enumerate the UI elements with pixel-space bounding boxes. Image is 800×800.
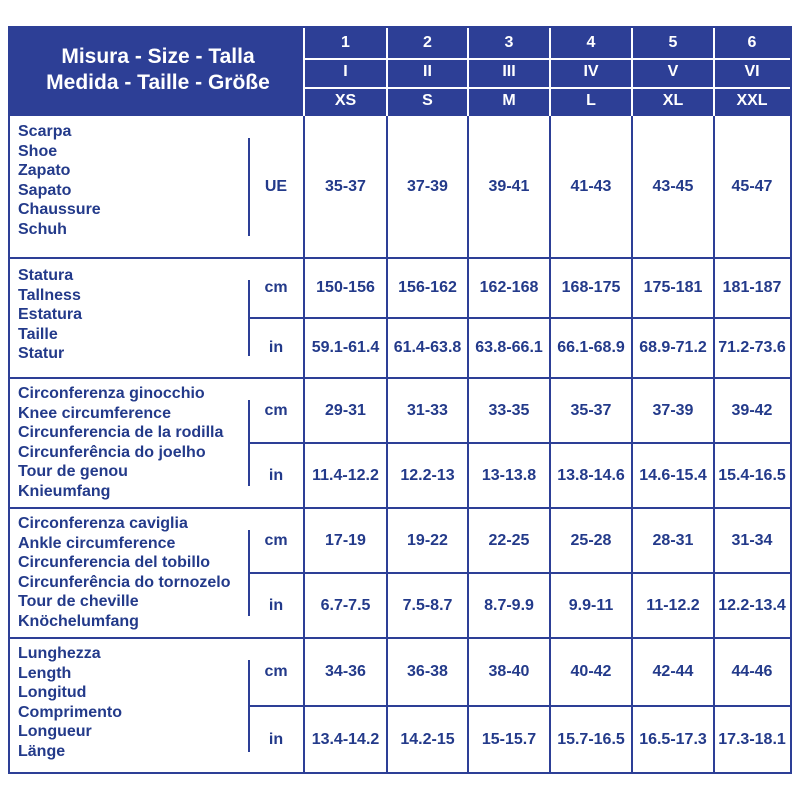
header-column-divider [303, 28, 305, 116]
size-value-cell: 37-39 [407, 178, 448, 195]
header-letters-cell: M [502, 92, 516, 109]
section-label: Circonferenza ginocchio [18, 385, 205, 402]
section-label: Circunferencia del tobillo [18, 554, 211, 571]
section-label: Chaussure [18, 201, 101, 218]
section-label: Sapato [18, 181, 72, 199]
header-numbers-cell: 6 [747, 34, 757, 51]
header-roman-cell: III [502, 63, 516, 80]
section-label: Estatura [18, 306, 83, 323]
header-column-divider [713, 28, 715, 116]
size-value-cell: 25-28 [570, 531, 612, 549]
size-value-cell: 28-31 [652, 531, 694, 549]
section-label: Circunferência do joelho [18, 443, 206, 461]
section-label: Zapato [18, 162, 71, 179]
size-value-cell: 68.9-71.2 [639, 339, 707, 356]
header-numbers-cell: 2 [423, 34, 432, 51]
size-value-cell: 11-12.2 [646, 596, 700, 614]
size-value-cell: 38-40 [488, 663, 530, 680]
size-value-cell: 44-46 [731, 663, 773, 680]
header-roman-cell: V [667, 63, 679, 80]
size-value-cell: 35-37 [325, 178, 366, 195]
size-value-cell: 11.4-12.2 [312, 466, 379, 484]
section-labels [18, 122, 101, 239]
section-label: Circunferencia de la rodilla [18, 424, 224, 441]
size-value-cell: 156-162 [398, 279, 457, 296]
header-numbers-cell: 1 [341, 34, 350, 51]
size-value-cell: 40-42 [570, 663, 612, 680]
size-value-cell: 17.3-18.1 [718, 731, 786, 748]
size-value-cell: 162-168 [479, 279, 539, 296]
section-label: Length [18, 664, 72, 682]
header-column-divider [386, 28, 388, 116]
size-value-cell: 34-36 [325, 663, 366, 680]
section-label: Taille [18, 325, 58, 343]
header-title-line2: Medida - Taille - Größe [46, 71, 270, 94]
section-label: Knee circumference [18, 404, 171, 422]
header-roman-cell: IV [583, 63, 599, 80]
size-value-cell: 43-45 [652, 178, 694, 195]
unit-label: cm [264, 279, 288, 296]
size-value-cell: 15.7-16.5 [557, 731, 625, 748]
size-value-cell: 61.4-63.8 [393, 339, 462, 356]
section-label: Tour de cheville [18, 593, 139, 610]
section-labels [18, 644, 122, 761]
section-label: Länge [18, 742, 66, 760]
header-numbers-cell: 3 [504, 34, 514, 51]
header-column-divider [467, 28, 469, 116]
size-value-cell: 168-175 [561, 279, 621, 296]
header-bar [10, 28, 790, 116]
section-label: Circunferência do tornozelo [18, 573, 231, 591]
size-value-cell: 63.8-66.1 [475, 339, 543, 356]
size-value-cell: 59.1-61.4 [311, 339, 380, 356]
unit-label: cm [264, 663, 288, 680]
header-letters-cell: XL [662, 92, 684, 109]
size-value-cell: 14.6-15.4 [639, 466, 707, 484]
section-label: Comprimento [18, 703, 122, 721]
size-value-cell: 35-37 [570, 401, 612, 419]
section-label: Tallness [18, 286, 81, 304]
header-title-line1: Misura - Size - Talla [61, 45, 255, 68]
size-value-cell: 37-39 [652, 401, 694, 419]
size-value-cell: 13.4-14.2 [311, 731, 380, 748]
section-divider [10, 507, 790, 509]
row-divider [250, 317, 790, 319]
size-value-cell: 14.2-15 [400, 731, 455, 748]
size-value-cell: 19-22 [407, 531, 448, 549]
section-divider [10, 377, 790, 379]
header-roman-cell: I [343, 63, 348, 80]
section-labels [18, 384, 223, 501]
header-letters-cell: S [422, 92, 433, 109]
size-value-cell: 6.7-7.5 [320, 596, 371, 614]
section-labels [18, 514, 230, 631]
size-value-cell: 9.9-11 [568, 596, 614, 614]
size-value-cell: 8.7-9.9 [484, 596, 534, 614]
header-title [18, 44, 298, 96]
section-divider [10, 637, 790, 639]
size-value-cell: 13.8-14.6 [557, 466, 625, 484]
header-letters-cell: XS [334, 92, 357, 109]
header-column-divider [549, 28, 551, 116]
row-divider [250, 442, 790, 444]
unit-label: cm [264, 531, 288, 549]
size-value-cell: 175-181 [643, 279, 703, 296]
size-value-cell: 181-187 [722, 279, 782, 296]
size-value-cell: 22-25 [488, 531, 530, 549]
header-letters-cell: L [586, 92, 596, 109]
unit-label: in [268, 466, 284, 484]
size-value-cell: 66.1-68.9 [557, 339, 625, 356]
section-label: Knöchelumfang [18, 612, 139, 630]
header-column-divider [631, 28, 633, 116]
unit-label: in [268, 731, 284, 748]
section-divider [10, 257, 790, 259]
header-roman-cell: VI [744, 63, 760, 80]
size-value-cell: 7.5-8.7 [402, 596, 453, 614]
section-labels [18, 266, 82, 364]
unit-label: in [268, 596, 284, 614]
header-divider [304, 87, 790, 89]
size-value-cell: 17-19 [325, 531, 366, 549]
size-value-cell: 150-156 [316, 279, 375, 296]
section-label: Statur [18, 345, 65, 362]
section-label: Schuh [18, 220, 67, 238]
size-value-cell: 12.2-13.4 [718, 596, 786, 614]
section-label: Longueur [18, 723, 92, 740]
size-value-cell: 33-35 [488, 401, 530, 419]
unit-label: cm [264, 401, 288, 419]
size-value-cell: 15-15.7 [481, 731, 537, 748]
size-value-cell: 45-47 [731, 178, 773, 195]
size-value-cell: 29-31 [325, 401, 366, 419]
row-divider [250, 572, 790, 574]
unit-label: in [268, 339, 284, 356]
size-value-cell: 42-44 [652, 663, 694, 680]
section-label: Ankle circumference [18, 534, 176, 552]
section-label: Shoe [18, 142, 58, 160]
section-label: Longitud [18, 684, 87, 701]
size-value-cell: 31-33 [407, 401, 448, 419]
header-divider [304, 58, 790, 60]
size-value-cell: 41-43 [570, 178, 612, 195]
size-value-cell: 36-38 [407, 663, 448, 680]
header-letters-cell: XXL [736, 92, 768, 109]
section-label: Scarpa [18, 123, 72, 140]
size-value-cell: 39-41 [488, 178, 530, 195]
section-label: Circonferenza caviglia [18, 515, 188, 532]
unit-label: UE [264, 178, 288, 195]
size-value-cell: 16.5-17.3 [639, 731, 707, 748]
row-divider [250, 705, 790, 707]
section-label: Tour de genou [18, 463, 128, 480]
section-label: Knieumfang [18, 482, 111, 500]
size-value-cell: 13-13.8 [481, 466, 537, 484]
size-value-cell: 71.2-73.6 [718, 339, 786, 356]
size-value-cell: 31-34 [731, 531, 773, 549]
section-label: Lunghezza [18, 645, 101, 662]
size-value-cell: 39-42 [731, 401, 773, 419]
header-numbers-cell: 4 [586, 34, 596, 51]
size-value-cell: 12.2-13 [400, 466, 455, 484]
header-roman-cell: II [423, 63, 432, 80]
size-chart [8, 26, 792, 774]
section-label: Statura [18, 267, 74, 284]
header-numbers-cell: 5 [668, 34, 678, 51]
size-value-cell: 15.4-16.5 [718, 466, 786, 484]
